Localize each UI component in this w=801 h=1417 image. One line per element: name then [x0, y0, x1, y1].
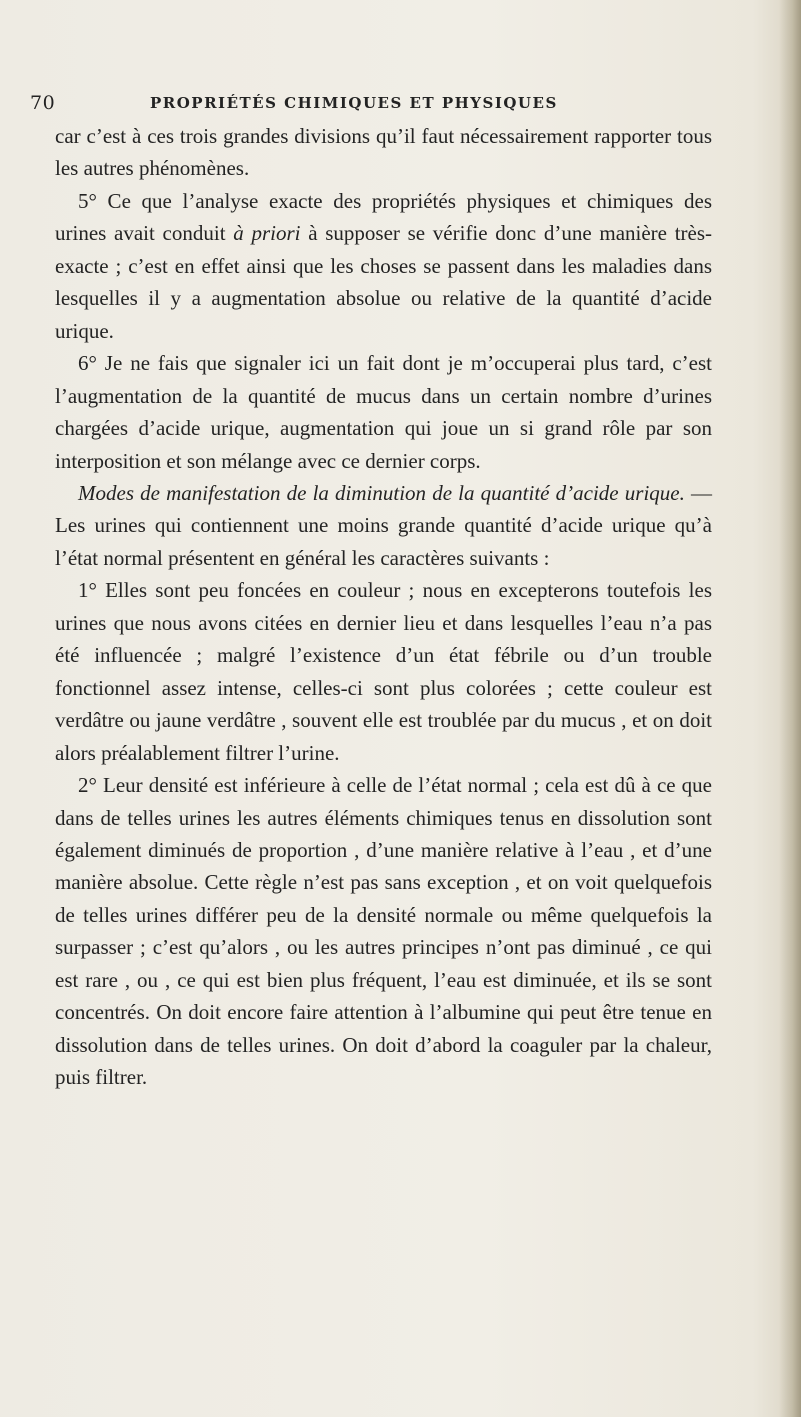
running-title: PROPRIÉTÉS CHIMIQUES ET PHYSIQUES	[150, 94, 558, 112]
paragraph-text: 2° Leur densité est inférieure à celle de l’état normal ; cela est dû à ce que dans de telles urines les autres éléments chimiques tenus en dissolution sont également diminués de proportion , d’une manière relative à l’eau , et d’une manière absolue. Cette règle n’est pas sans exception , et on voit quelquefois de telles urines différer peu de la densité normale ou même quelquefois la surpasser ; c’est qu’alors , ou les autres principes n’ont pas diminué , ce qui est rare , ou , ce qui est bien plus fréquent, l’eau est diminuée, et ils se sont concentrés. On doit encore faire attention à l’albumine qui peut être tenue en dissolution dans de telles urines. On doit d’abord la coaguler par la chaleur, puis filtrer.	[55, 773, 712, 1090]
section-heading: Modes de manifestation de la diminution de la quantité d’acide urique.	[78, 480, 685, 505]
page-header	[30, 92, 710, 116]
paragraph-2	[55, 769, 712, 1094]
paragraph-text: car c’est à ces trois grandes divisions qu’il faut nécessairement rapporter tous les autres phénomènes.	[55, 124, 712, 181]
paragraph-5	[55, 185, 712, 347]
page-number: 70	[30, 92, 56, 114]
body-text	[55, 120, 712, 1094]
page-edge-shadow	[779, 0, 801, 1417]
paragraph-continuation	[55, 120, 712, 185]
paragraph-1	[55, 574, 712, 769]
italic-phrase: à priori	[233, 221, 301, 246]
paragraph-text: — Les urines qui contiennent une moins grande quantité d’acide urique qu’à l’état normal présentent en général les caractères suivants :	[55, 480, 712, 570]
paragraph-text: 5° Ce que l’analyse exacte des propriétés physiques et chimiques des urines avait conduit	[55, 188, 712, 246]
paragraph-text-after: à supposer se vérifie donc d’une manière très-exacte ; c’est en effet ainsi que les choses se passent dans les maladies dans lesquelles il y a augmentation absolue ou relative de la quantité d’acide urique.	[55, 221, 713, 343]
paragraph-6	[55, 347, 712, 477]
paragraph-text: 1° Elles sont peu foncées en couleur ; nous en excepterons toutefois les urines que nous avons citées en dernier lieu et dans lesquelles l’eau n’a pas été influencée ; malgré l’existence d’un état fébrile ou d’un trouble fonctionnel assez intense, celles-ci sont plus colorées ; cette couleur est verdâtre ou jaune verdâtre , souvent elle est troublée par du mucus , et on doit alors préalablement filtrer l’urine.	[55, 578, 712, 765]
paragraph-text: 6° Je ne fais que signaler ici un fait dont je m’occuperai plus tard, c’est l’augmentation de la quantité de mucus dans un certain nombre d’urines chargées d’acide urique, augmentation qui joue un si grand rôle par son interposition et son mélange avec ce dernier corps.	[55, 351, 712, 473]
section-paragraph	[55, 477, 712, 574]
